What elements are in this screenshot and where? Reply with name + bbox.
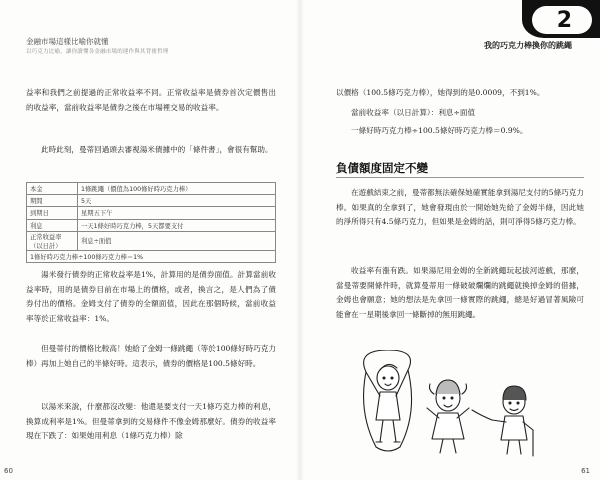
chapter-tab — [522, 0, 600, 38]
right-paragraph-1-line-3: 一條好時巧克力棒÷100.5條好時巧克力棒＝0.9%。 — [351, 126, 528, 135]
left-paragraph-3: 湯米發行債券的正常收益率是1%，計算用的是債券面值。計算當前收益率時，用的是債券目前在市場上的價格，或者，換言之，是人們為了債券付出的價格。金姆支付了債券的全額面值，因此在那個時候，當前收益率等於正常收益率：1%。 — [26, 270, 276, 323]
left-running-header-title: 金融市場這樣比喻你就懂 — [26, 37, 109, 46]
chapter-number: 2 — [556, 8, 572, 33]
table-formula-cell: 1條好時巧克力棒÷100條巧克力棒＝1% — [27, 250, 276, 262]
right-paragraph-2: 在遊戲結束之前，曼蒂都無法確保她確實能拿到湯尼支付的5條巧克力棒。如果真的全拿到了，她會發現由於一開始她先給了金姆半條，因此她的淨所得只有4.5條巧克力，但如果是金姆的話，則可淨得5條巧克力棒。 — [336, 188, 584, 226]
table-value-cell: 5天 — [78, 195, 276, 207]
table-row — [27, 231, 276, 250]
table-row — [27, 219, 276, 231]
table-value-cell: 星期五下午 — [78, 207, 276, 219]
table-key-cell: 本金 — [27, 183, 78, 195]
right-paragraph-1-line-2: 當前收益率（以日計算）：利息÷面值 — [351, 108, 476, 117]
table-row — [27, 183, 276, 195]
table-value-cell: 1條跳繩（價值為100條好時巧克力棒） — [78, 183, 276, 195]
left-paragraph-2: 此時此刻，曼蒂回過頭去審視湯米債據中的「條件書」，會很有幫助。 — [41, 145, 273, 154]
jump-rope-illustration — [350, 350, 550, 460]
left-paragraph-5: 以湯米來說，什麼都沒改變：他還是要支付一天1條巧克力棒的利息，換算成利率是1%。但曼蒂拿到的交易條件不像金姆那麼好。債券的收益率現在下跌了：如果她用利息（1條巧克力棒）除 — [26, 402, 276, 440]
right-paragraph-1-line-1: 以價格（100.5條巧克力棒），她得到的是0.0009，不到1%。 — [336, 88, 545, 97]
right-running-header-title: 我的巧克力棒換你的跳繩 — [484, 40, 572, 50]
left-paragraph-1: 益率和我們之前提過的正常收益率不同。正常收益率是債券首次定價售出的收益率，當前收益率是債券之後在市場裡交易的收益率。 — [26, 88, 276, 112]
table-row — [27, 250, 276, 262]
table-row — [27, 207, 276, 219]
table-key-cell: 期間 — [27, 195, 78, 207]
table-key-cell: 利息 — [27, 219, 78, 231]
left-paragraph-4: 但曼蒂付的價格比較高！她給了金姆一條跳繩（等於100條好時巧克力棒）再加上她自己的半條好時。這表示，債券的價格是100.5條好時。 — [26, 344, 276, 368]
left-page-number: 60 — [4, 467, 13, 475]
section-heading-rule — [336, 177, 584, 178]
right-page-number: 61 — [581, 467, 590, 475]
right-paragraph-3: 收益率有漲有跌。如果湯尼用金姆的全新跳繩玩起拔河遊戲，那麼，當曼蒂要開條件時，就算曼蒂用一條破破爛爛的跳繩就換掉金姆的借據，金姆也會願意；她的想法是先拿回一條實際的跳繩，總是好過冒著風險可能會在一星期後拿回一條斷掉的無用跳繩。 — [336, 266, 584, 319]
table-value-cell: 利息÷面值 — [78, 231, 276, 250]
table-row — [27, 195, 276, 207]
table-value-cell: 一天1條好時巧克力棒，5天都要支付 — [78, 219, 276, 231]
table-key-cell: 正常收益率（以日計） — [27, 231, 78, 250]
table-key-cell: 到期日 — [27, 207, 78, 219]
bond-terms-table — [26, 182, 276, 263]
left-running-header-subtitle: 以巧克力比喻，讓你讀懂各金融市場的運作與其背後哲理 — [26, 49, 169, 55]
section-heading: 負債額度固定不變 — [336, 161, 428, 175]
